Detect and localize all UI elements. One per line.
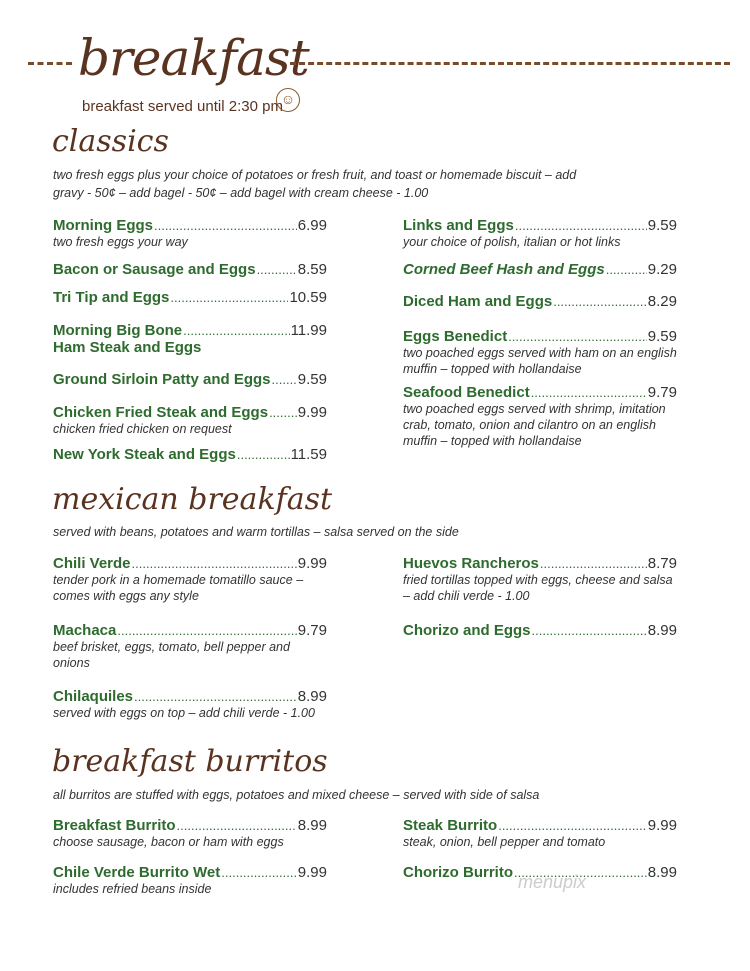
item-price: 9.99: [297, 864, 327, 881]
item-price: 9.79: [647, 384, 677, 401]
item-name: Chilaquiles: [53, 688, 134, 705]
item-name: Chile Verde Burrito Wet: [53, 864, 221, 881]
watermark: menupix: [518, 872, 587, 892]
item-name: Tri Tip and Eggs: [53, 289, 170, 306]
menu-item: [403, 384, 677, 449]
item-price: 11.59: [290, 446, 327, 463]
menu-item: [53, 817, 327, 850]
menu-item: [403, 328, 677, 377]
item-price: 8.29: [647, 293, 677, 310]
item-price: 9.99: [297, 555, 327, 572]
item-price: 8.99: [647, 622, 677, 639]
item-name: Links and Eggs: [403, 217, 514, 234]
item-name: Breakfast Burrito: [53, 817, 176, 834]
item-desc: steak, onion, bell pepper and tomato: [403, 835, 606, 849]
item-subtitle: Ham Steak and Eggs: [53, 339, 202, 356]
item-desc: fried tortillas topped with eggs, cheese and salsa – add chili verde - 1.00: [403, 573, 673, 603]
item-name: Morning Eggs: [53, 217, 153, 234]
item-name: Bacon or Sausage and Eggs: [53, 261, 256, 278]
menu-item: [403, 293, 677, 310]
menu-item: [403, 817, 677, 850]
item-name: Steak Burrito: [403, 817, 498, 834]
menu-item: [53, 289, 327, 306]
item-price: 9.29: [647, 261, 677, 278]
item-desc: choose sausage, bacon or ham with eggs: [53, 835, 284, 849]
service-hours: breakfast served until 2:30 pm: [82, 98, 283, 115]
item-name: Corned Beef Hash and Eggs: [403, 261, 605, 278]
classics-note-line1: two fresh eggs plus your choice of potatoes or fresh fruit, and toast or homemade biscuit – add: [53, 168, 577, 182]
item-price: 10.59: [289, 289, 327, 306]
item-name: Chili Verde: [53, 555, 131, 572]
item-name: New York Steak and Eggs: [53, 446, 236, 463]
decorative-dashes-right: [290, 62, 730, 65]
page-title: breakfast: [78, 29, 309, 87]
decorative-dashes-left: [28, 62, 72, 65]
item-desc: includes refried beans inside: [53, 882, 212, 896]
menu-item: [53, 322, 327, 356]
item-name: Machaca: [53, 622, 117, 639]
item-price: 9.59: [297, 371, 327, 388]
item-price: 8.99: [297, 817, 327, 834]
item-name: Morning Big Bone: [53, 322, 183, 339]
item-name: Chicken Fried Steak and Eggs: [53, 404, 269, 421]
item-price: 8.79: [647, 555, 677, 572]
menu-item: [403, 622, 677, 639]
item-desc: chicken fried chicken on request: [53, 422, 232, 436]
item-name: Eggs Benedict: [403, 328, 508, 345]
menu-item: [53, 217, 327, 250]
item-name: Diced Ham and Eggs: [403, 293, 553, 310]
item-desc: served with eggs on top – add chili verde - 1.00: [53, 706, 315, 720]
menu-item: [53, 371, 327, 388]
section-title-burritos: breakfast burritos: [52, 744, 328, 779]
item-name: Seafood Benedict: [403, 384, 530, 401]
menu-item: [53, 446, 327, 463]
item-price: 8.59: [297, 261, 327, 278]
item-desc: two poached eggs served with shrimp, imitation crab, tomato, onion and cilantro on an english muffin – topped with hollandaise: [403, 402, 666, 448]
smiley-icon: ☺: [276, 88, 300, 112]
item-price: 9.99: [647, 817, 677, 834]
item-desc: your choice of polish, italian or hot links: [403, 235, 621, 249]
item-price: 8.99: [647, 864, 677, 881]
item-price: 8.99: [297, 688, 327, 705]
item-desc: two poached eggs served with ham on an english muffin – topped with hollandaise: [403, 346, 677, 376]
item-name: Huevos Rancheros: [403, 555, 539, 572]
menu-item: [403, 555, 677, 604]
menu-item: [53, 404, 327, 437]
item-price: 9.79: [297, 622, 327, 639]
item-desc: beef brisket, eggs, tomato, bell pepper and onions: [53, 640, 290, 670]
menu-item: [53, 261, 327, 278]
item-price: 6.99: [297, 217, 327, 234]
menu-item: [403, 261, 677, 278]
menu-item: [403, 217, 677, 250]
item-price: 9.59: [647, 328, 677, 345]
item-desc: two fresh eggs your way: [53, 235, 188, 249]
mexican-note: served with beans, potatoes and warm tortillas – salsa served on the side: [53, 525, 459, 539]
page-header: [28, 28, 728, 88]
item-name: Ground Sirloin Patty and Eggs: [53, 371, 271, 388]
section-title-classics: classics: [52, 124, 169, 159]
menu-item: [53, 688, 327, 721]
menu-item: [53, 864, 327, 897]
menu-item: [53, 622, 327, 671]
item-price: 9.59: [647, 217, 677, 234]
item-desc: tender pork in a homemade tomatillo sauce – comes with eggs any style: [53, 573, 304, 603]
item-price: 11.99: [290, 322, 327, 339]
section-title-mexican: mexican breakfast: [52, 482, 333, 517]
item-name: Chorizo Burrito: [403, 864, 513, 881]
item-name: Chorizo and Eggs: [403, 622, 531, 639]
item-price: 9.99: [297, 404, 327, 421]
burritos-note: all burritos are stuffed with eggs, potatoes and mixed cheese – served with side of salsa: [53, 788, 540, 802]
menu-item: [53, 555, 327, 604]
classics-note-line2: gravy - 50¢ – add bagel - 50¢ – add bagel with cream cheese - 1.00: [53, 186, 429, 200]
